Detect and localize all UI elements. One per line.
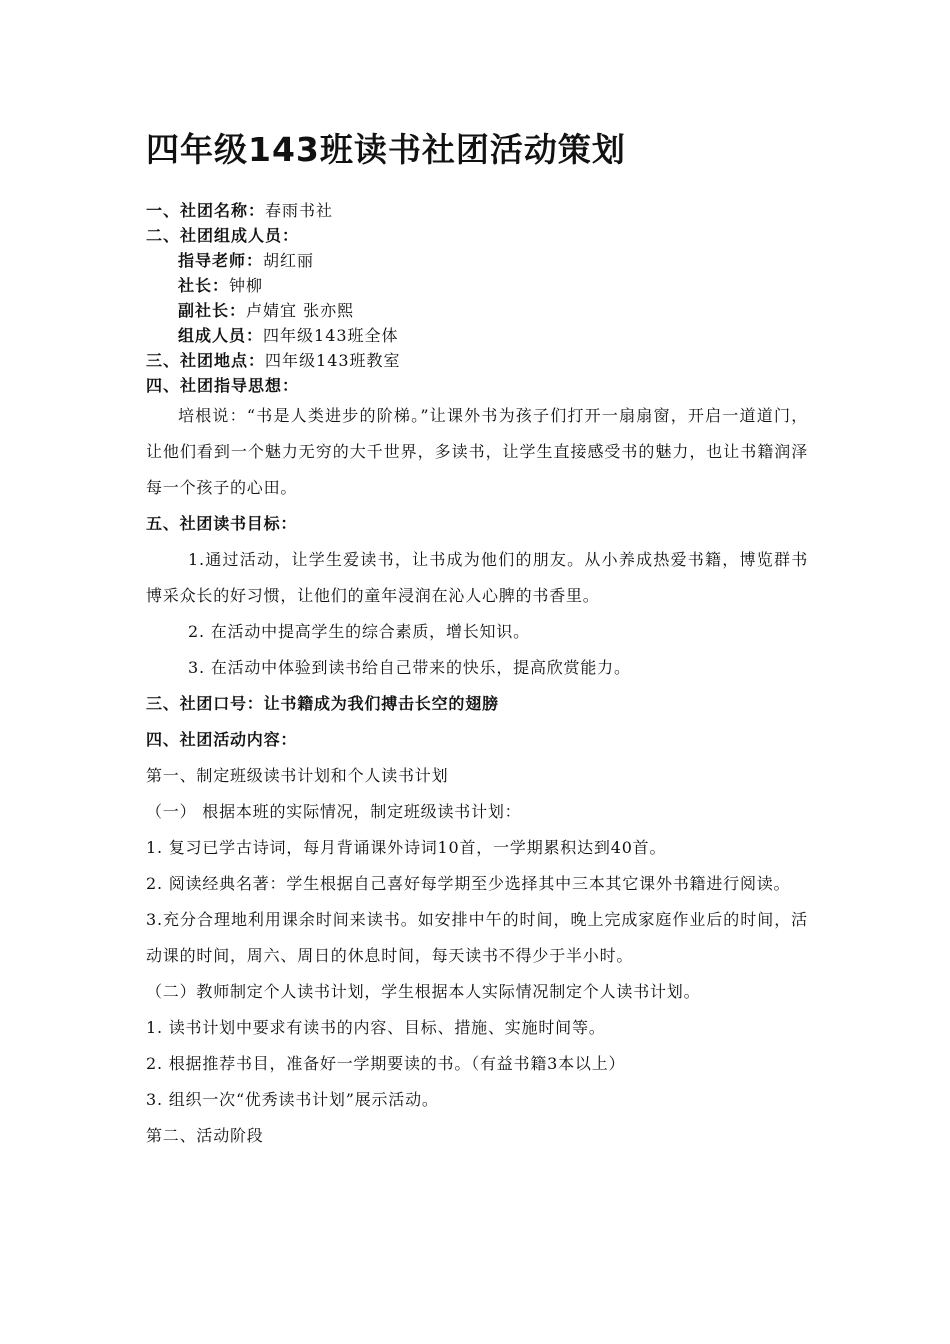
- goal-item: 3. 在活动中体验到读书给自己带来的快乐，提高欣赏能力。: [188, 658, 631, 677]
- list-item: 2. 阅读经典名著：学生根据自己喜好每学期至少选择其中三本其它课外书籍进行阅读。: [146, 874, 791, 893]
- president-line: [146, 273, 808, 298]
- teacher-line: [146, 248, 808, 273]
- club-name-line: [146, 198, 808, 223]
- club-name-value: 春雨书社: [265, 201, 334, 220]
- president-value: 钟柳: [229, 276, 264, 295]
- location-line: [146, 348, 808, 373]
- member-list-value: 四年级143班全体: [263, 326, 399, 345]
- list-item: 3.充分合理地利用课余时间来读书。如安排中午的时间，晚上完成家庭作业后的时间，活动课的时间，周六、周日的休息时间，每天读书不得少于半小时。: [146, 910, 808, 965]
- location-value: 四年级143班教室: [265, 351, 401, 370]
- member-list-line: [146, 323, 808, 348]
- slogan-label: 三、社团口号：: [146, 694, 264, 713]
- slogan-line: [146, 686, 808, 722]
- teacher-value: 胡红丽: [263, 251, 315, 270]
- part1-title: 第一、制定班级读书计划和个人读书计划: [146, 766, 449, 785]
- teacher-label: 指导老师：: [178, 251, 264, 270]
- vice-president-value: 卢婧宜 张亦熙: [246, 301, 355, 320]
- goal-item: 1.通过活动，让学生爱读书，让书成为他们的朋友。从小养成热爱书籍，博览群书博采众长的好习惯，让他们的童年浸润在沁人心脾的书香里。: [146, 550, 808, 605]
- list-item: 2. 根据推荐书目，准备好一学期要读的书。（有益书籍3本以上）: [146, 1054, 626, 1073]
- part2-title: 第二、活动阶段: [146, 1126, 264, 1145]
- activities-heading: 四、社团活动内容：: [146, 730, 298, 749]
- members-heading: 二、社团组成人员：: [146, 226, 300, 245]
- list-item: 1. 读书计划中要求有读书的内容、目标、措施、实施时间等。: [146, 1018, 606, 1037]
- list-item: 1. 复习已学古诗词，每月背诵课外诗词10首，一学期累积达到40首。: [146, 838, 667, 857]
- document-body: [146, 198, 808, 1154]
- philosophy-paragraph: 培根说：“书是人类进步的阶梯。”让课外书为孩子们打开一扇扇窗，开启一道道门，让他们看到一个魅力无穷的大千世界，多读书，让学生直接感受书的魅力，也让书籍润泽每一个孩子的心田。: [146, 406, 808, 497]
- goals-heading: 五、社团读书目标：: [146, 514, 298, 533]
- goal-item: 2. 在活动中提高学生的综合素质，增长知识。: [188, 622, 530, 641]
- member-list-label: 组成人员：: [178, 326, 264, 345]
- location-label: 三、社团地点：: [146, 351, 266, 370]
- vice-president-line: [146, 298, 808, 323]
- president-label: 社长：: [178, 276, 230, 295]
- page-title: 四年级143班读书社团活动策划: [146, 130, 626, 169]
- philosophy-heading: 四、社团指导思想：: [146, 376, 300, 395]
- list-item: 3. 组织一次“优秀读书计划”展示活动。: [146, 1090, 439, 1109]
- slogan-value: 让书籍成为我们搏击长空的翅膀: [263, 694, 499, 713]
- vice-president-label: 副社长：: [178, 301, 247, 320]
- part1-sub2-heading: （二）教师制定个人读书计划，学生根据本人实际情况制定个人读书计划。: [146, 982, 701, 1001]
- part1-sub1-heading: （一） 根据本班的实际情况，制定班级读书计划：: [146, 802, 522, 821]
- club-name-label: 一、社团名称：: [146, 201, 266, 220]
